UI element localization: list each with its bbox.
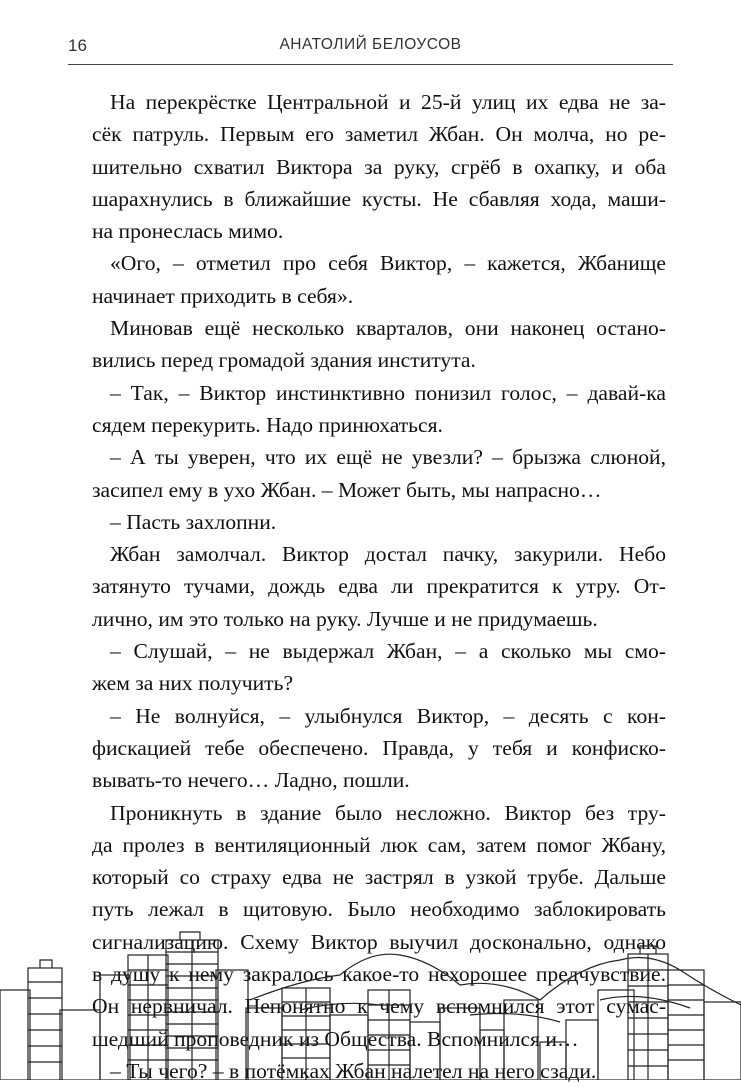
- text-line: шарахнулись в ближайшие кусты. Не сбавляя хода, маши-: [92, 186, 666, 211]
- text-line: засипел ему в ухо Жбан. – Может быть, мы напрасно…: [92, 477, 602, 502]
- text-line: – Так, – Виктор инстинктивно понизил голос, – давай-ка: [110, 380, 666, 405]
- running-title: АНАТОЛИЙ БЕЛОУСОВ: [279, 36, 462, 53]
- page-number: 16: [68, 36, 87, 55]
- text-line: Миновав ещё несколько кварталов, они наконец остано-: [110, 316, 666, 341]
- text-line: На перекрёстке Центральной и 25-й улиц их едва не за-: [110, 90, 666, 114]
- text-line: в душу к нему закралось какое-то нехорошее предчувствие.: [92, 962, 666, 987]
- text-line: «Ого, – отметил про себя Виктор, – кажется, Жбанище: [110, 251, 666, 276]
- text-line: вились перед громадой здания института.: [92, 348, 476, 373]
- text-line: да пролез в вентиляционный люк сам, затем помог Жбану,: [92, 832, 666, 857]
- text-line: который со страху едва не застрял в узкой трубе. Дальше: [92, 865, 666, 890]
- text-line: – Пасть захлопни.: [110, 509, 277, 534]
- text-line: – А ты уверен, что их ещё не увезли? – брызжа слюной,: [110, 445, 666, 470]
- header-rule: [68, 64, 673, 65]
- text-line: – Слушай, – не выдержал Жбан, – а сколько мы смо-: [110, 639, 666, 664]
- city-skyline-illustration: [0, 930, 741, 1080]
- text-line: Он нервничал. Непонятно к чему вспомнился этот сумас-: [92, 994, 666, 1019]
- text-line: вывать-то нечего… Ладно, пошли.: [92, 768, 410, 793]
- text-line: путь лежал в щитовую. Было необходимо заблокировать: [92, 897, 666, 922]
- text-line: сядем перекурить. Надо принюхаться.: [92, 412, 443, 437]
- page-header: [0, 34, 741, 62]
- text-line: жем за них получить?: [92, 671, 294, 696]
- text-line: фискацией тебе обеспечено. Правда, у тебя и конфиско-: [92, 735, 666, 760]
- text-line: на пронеслась мимо.: [92, 219, 284, 244]
- text-line: сигнализацию. Схему Виктор выучил досконально, однако: [92, 929, 666, 954]
- text-line: начинает приходить в себя».: [92, 283, 354, 308]
- text-line: шедший проповедник из Общества. Вспомнился и…: [92, 1026, 579, 1051]
- text-line: Проникнуть в здание было несложно. Виктор без тру-: [110, 800, 666, 825]
- text-line: Жбан замолчал. Виктор достал пачку, закурили. Небо: [110, 542, 666, 567]
- text-line: сёк патруль. Первым его заметил Жбан. Он молча, но ре-: [92, 122, 666, 147]
- text-line: – Не волнуйся, – улыбнулся Виктор, – десять с кон-: [110, 703, 666, 728]
- text-line: затянуто тучами, дождь едва ли прекратится к утру. От-: [92, 574, 666, 599]
- text-line: – Ты чего? – в потёмках Жбан налетел на него сзади.: [110, 1058, 597, 1083]
- text-line: лично, им это только на руку. Лучше и не придумаешь.: [92, 606, 598, 631]
- text-line: шительно схватил Виктора за руку, сгрёб в охапку, и оба: [92, 154, 666, 179]
